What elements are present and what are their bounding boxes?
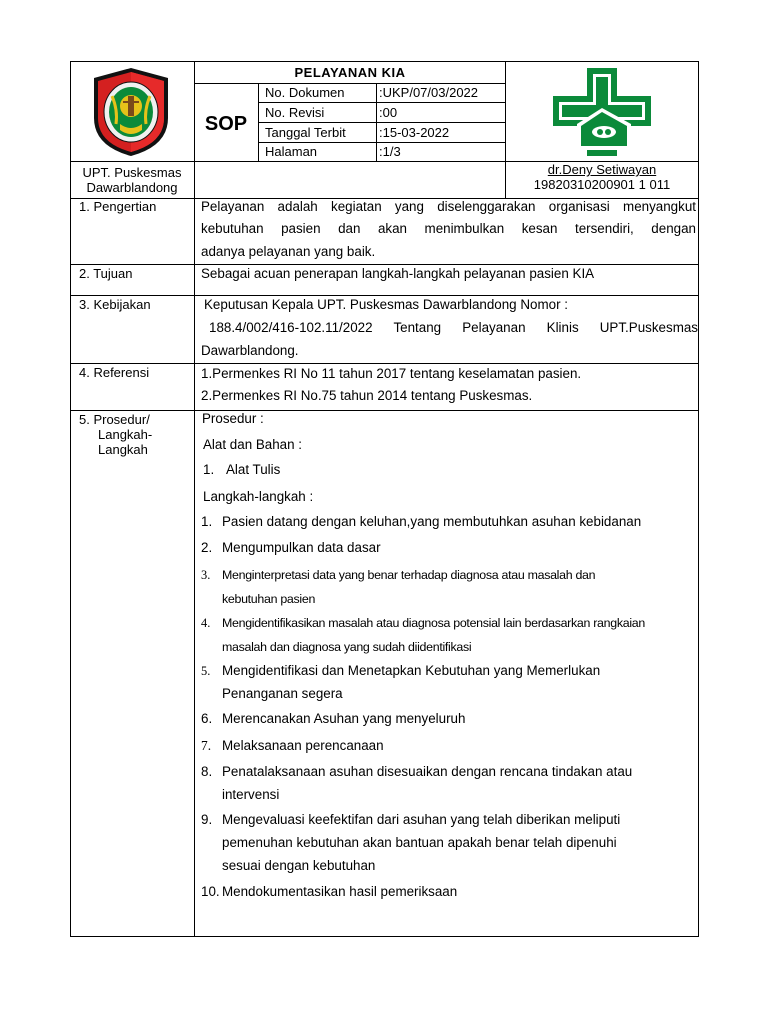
tujuan-text: Sebagai acuan penerapan langkah-langkah pelayanan pasien KIA [201,266,595,281]
meta-value-no-revisi: :00 [379,105,398,120]
meta-label-halaman: Halaman [265,144,318,159]
right-logo [549,66,655,158]
sop-label: SOP [204,113,248,135]
puskesmas-logo-icon [549,66,655,158]
section-label-kebijakan: 3. Kebijakan [79,297,151,312]
regency-emblem-icon [90,66,172,158]
signer-name: dr.Deny Setiwayan [547,162,657,177]
section-label-referensi: 4. Referensi [79,365,150,380]
list-item: 1.Permenkes RI No 11 tahun 2017 tentang keselamatan pasien. [201,366,582,381]
langkah-heading: Langkah-langkah : [203,489,314,504]
list-item: 2.Permenkes RI No.75 tahun 2014 tentang Puskesmas. [201,388,533,403]
left-logo [90,66,172,158]
section-label-pengertian: 1. Pengertian [79,199,157,214]
meta-value-tanggal-terbit: :15-03-2022 [379,125,450,140]
meta-label-tanggal-terbit: Tanggal Terbit [265,125,346,140]
page-title: PELAYANAN KIA [294,65,406,80]
meta-value-no-dokumen: :UKP/07/03/2022 [379,85,479,100]
alat-heading: Alat dan Bahan : [203,437,303,452]
section-label-tujuan: 2. Tujuan [79,266,133,281]
meta-label-no-revisi: No. Revisi [265,105,325,120]
meta-value-halaman: :1/3 [379,144,401,159]
prosedur-heading: Prosedur : [202,411,264,426]
meta-label-no-dokumen: No. Dokumen [265,85,345,100]
signer-nip: 19820310200901 1 011 [533,177,671,192]
